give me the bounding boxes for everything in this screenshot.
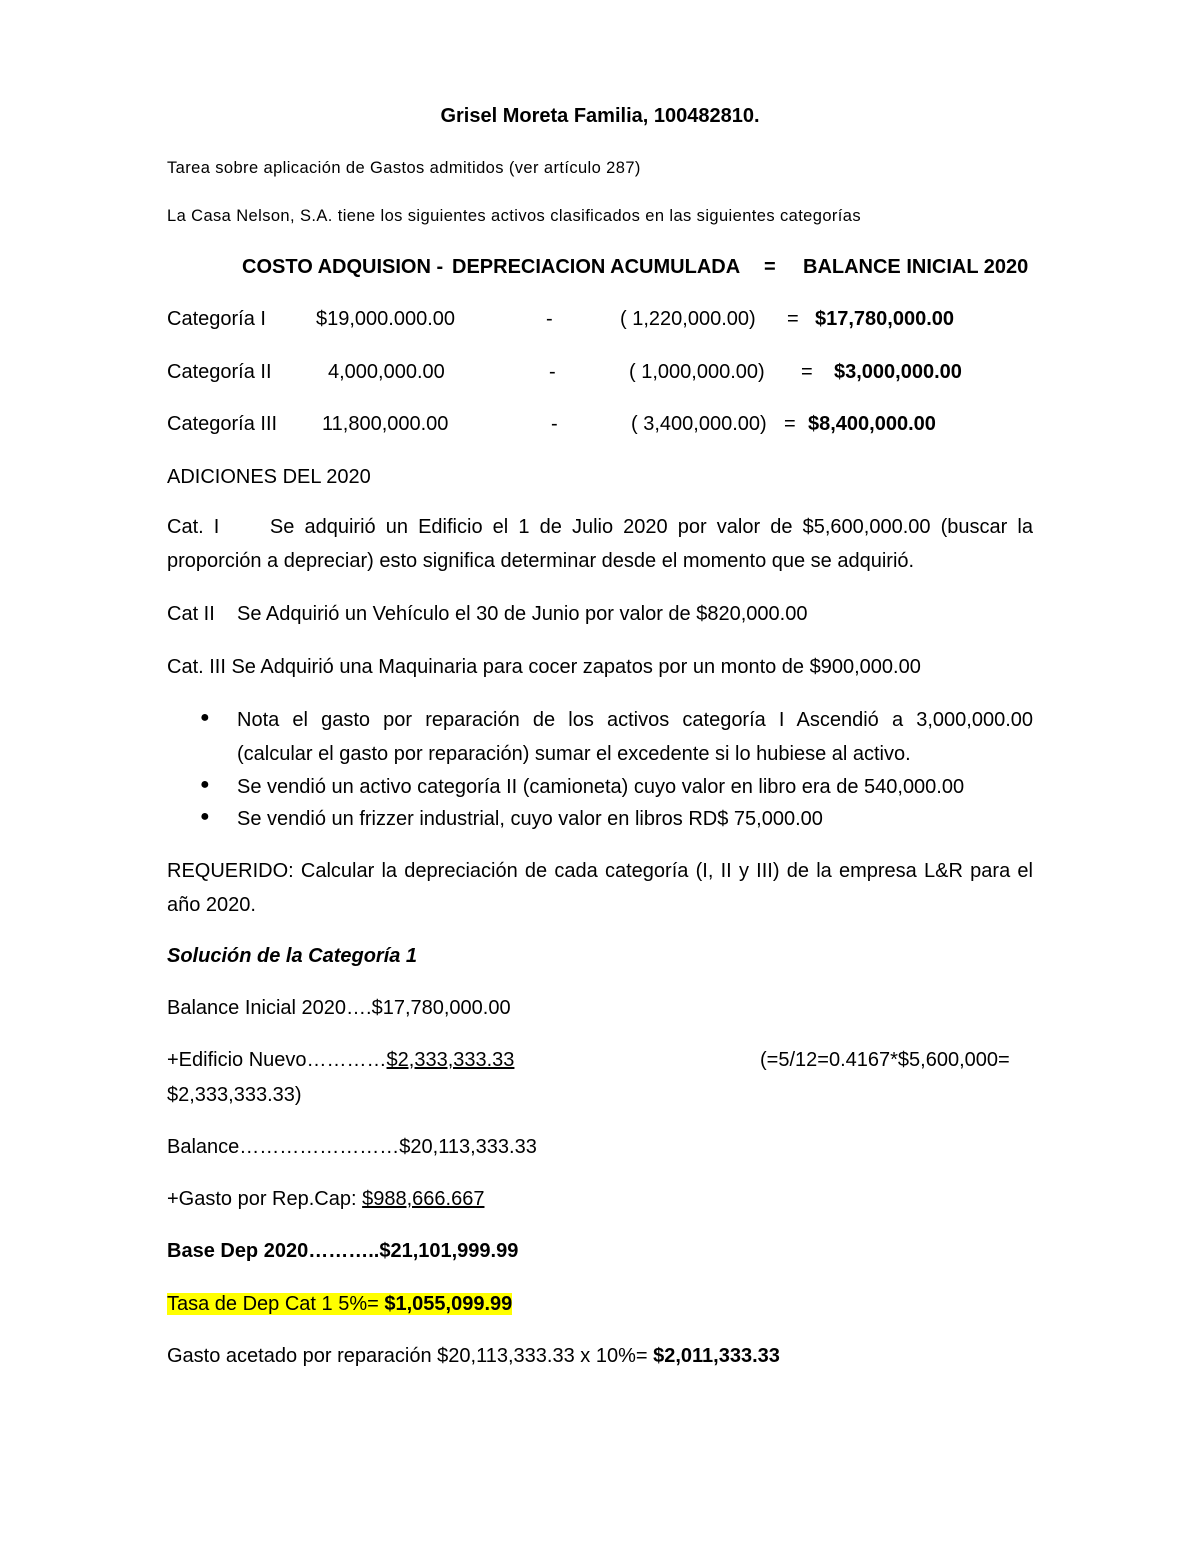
accepted-expense-line [167, 1343, 780, 1369]
rate-highlight [167, 1293, 512, 1315]
heading-equals: = [764, 256, 776, 278]
addition-cat2: Cat II Se Adquirió un Vehículo el 30 de Junio por valor de $820,000.00 [167, 603, 808, 625]
addition-cat1: Cat. I Se adquirió un Edificio el 1 de Julio 2020 por valor de $5,600,000.00 (buscar la proporción a depreciar) esto significa determinar desde el momento que se adquirió. [167, 516, 1033, 572]
required-paragraph: REQUERIDO: Calcular la depreciación de cada categoría (I, II y III) de la empresa L&R para el año 2020. [167, 860, 1033, 916]
bullet-repair-expense-cont: (calcular el gasto por reparación) sumar el excedente si lo hubiese al activo. [237, 743, 911, 765]
base-line [167, 1238, 518, 1264]
initial-balance-value: $17,780,000.00 [371, 997, 511, 1019]
repair-line [167, 1186, 484, 1212]
row-minus: - [549, 361, 556, 383]
row-minus: - [551, 413, 558, 435]
repair-value: $988,666.667 [362, 1188, 485, 1210]
bullet-marker: ● [200, 808, 210, 825]
heading-balance: BALANCE INICIAL 2020 [803, 256, 1029, 278]
accepted-expense-value: $2,011,333.33 [653, 1345, 780, 1367]
building-formula: (=5/12=0.4167*$5,600,000= [760, 1049, 1010, 1071]
heading-depreciation: DEPRECIACION ACUMULADA [452, 256, 741, 278]
building-formula-result: $2,333,333.33) [167, 1084, 302, 1106]
building-label: +Edificio Nuevo………… [167, 1049, 387, 1071]
bullet-sold-freezer: Se vendió un frizzer industrial, cuyo valor en libros RD$ 75,000.00 [237, 808, 823, 830]
base-label: Base Dep 2020……….. [167, 1240, 380, 1262]
building-value: $2,333,333.33 [386, 1049, 515, 1071]
accepted-expense-label: Gasto acetado por reparación $20,113,333.33 x 10%= [167, 1345, 648, 1367]
row-cost: 4,000,000.00 [328, 361, 445, 383]
row-equals: = [787, 308, 799, 330]
bullet-repair-expense: Nota el gasto por reparación de los activos categoría I Ascendió a 3,000,000.00 [237, 709, 1033, 731]
rate-value: $1,055,099.99 [384, 1293, 513, 1315]
row-depreciation: ( 1,000,000.00) [629, 361, 765, 383]
balance-value: $20,113,333.33 [399, 1136, 537, 1158]
row-cost: $19,000.000.00 [316, 308, 456, 330]
initial-balance-label: Balance Inicial 2020…. [167, 997, 372, 1019]
row-category: Categoría II [167, 361, 272, 383]
balance-line [167, 1134, 537, 1160]
row-category: Categoría III [167, 413, 278, 435]
bullet-marker: ● [200, 776, 210, 793]
row-balance: $17,780,000.00 [815, 308, 955, 330]
initial-balance-line [167, 995, 511, 1021]
additions-heading: ADICIONES DEL 2020 [167, 466, 371, 488]
rate-label: Tasa de Dep Cat 1 5%= [167, 1293, 379, 1315]
row-cost: 11,800,000.00 [322, 413, 449, 435]
row-category: Categoría I [167, 308, 266, 330]
rate-line [167, 1291, 512, 1317]
document-title: Grisel Moreta Familia, 100482810. [440, 105, 760, 127]
row-equals: = [801, 361, 813, 383]
building-line [167, 1047, 514, 1073]
company-line: La Casa Nelson, S.A. tiene los siguientes activos clasificados en las siguientes categorías [167, 207, 862, 225]
solution-heading: Solución de la Categoría 1 [167, 945, 418, 967]
row-depreciation: ( 3,400,000.00) [631, 413, 767, 435]
row-depreciation: ( 1,220,000.00) [620, 308, 756, 330]
base-value: $21,101,999.99 [379, 1240, 519, 1262]
bullet-sold-van: Se vendió un activo categoría II (camioneta) cuyo valor en libro era de 540,000.00 [237, 776, 965, 798]
row-minus: - [546, 308, 553, 330]
task-line: Tarea sobre aplicación de Gastos admitidos (ver artículo 287) [167, 159, 641, 177]
repair-label: +Gasto por Rep.Cap: [167, 1188, 357, 1210]
bullet-marker: ● [200, 709, 210, 726]
addition-cat3: Cat. III Se Adquirió una Maquinaria para cocer zapatos por un monto de $900,000.00 [167, 656, 921, 678]
row-balance: $3,000,000.00 [834, 361, 962, 383]
row-balance: $8,400,000.00 [808, 413, 936, 435]
balance-label: Balance…………………… [167, 1136, 400, 1158]
heading-cost: COSTO ADQUISION - [242, 256, 444, 278]
row-equals: = [784, 413, 796, 435]
